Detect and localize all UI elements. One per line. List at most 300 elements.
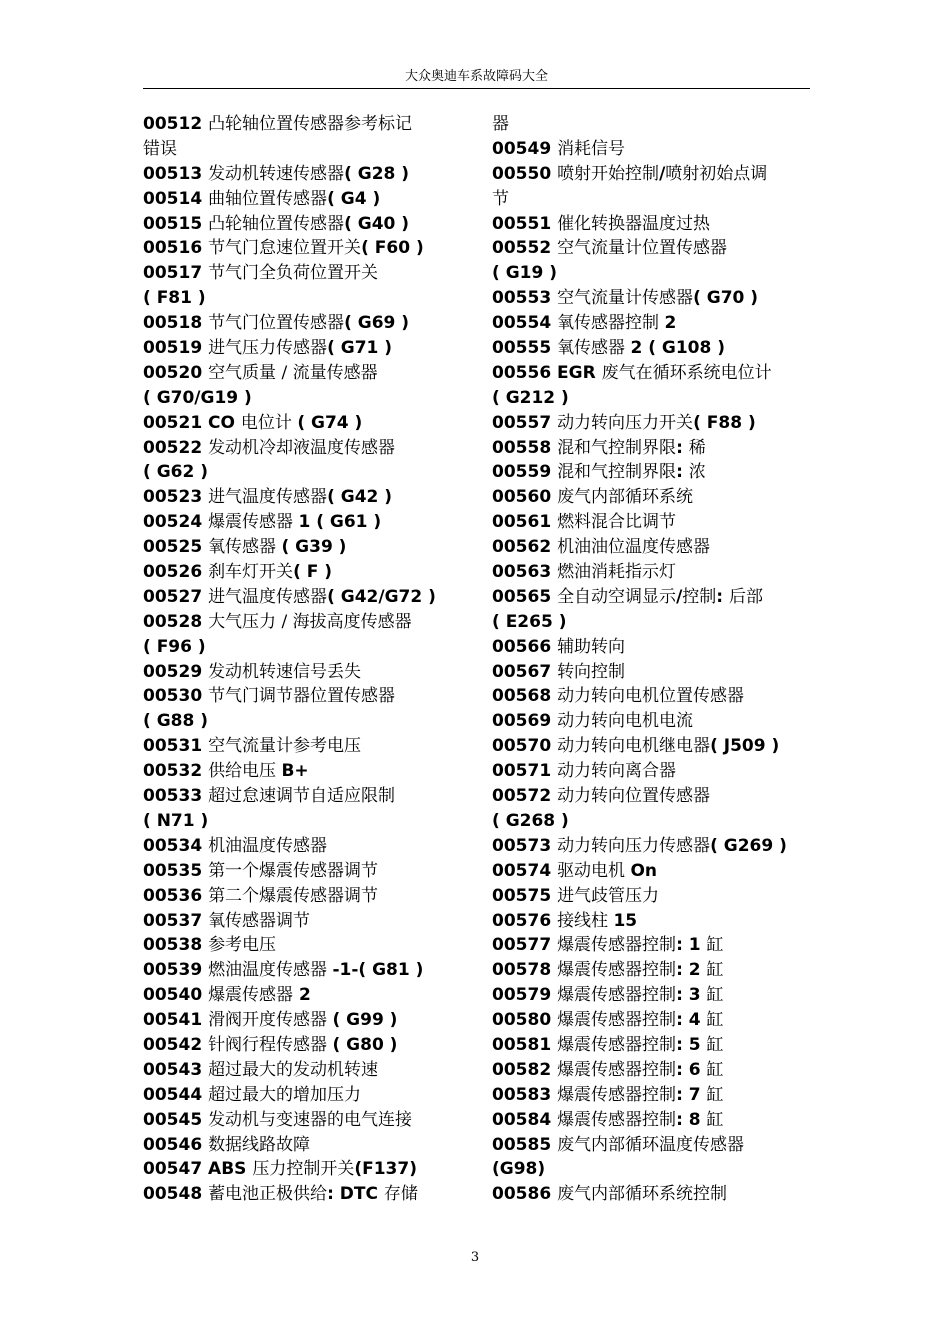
description-text: 缸 (706, 960, 724, 981)
code-text: ( F81 ) (143, 288, 206, 309)
code-text: 00561 (492, 512, 558, 533)
code-text: 00567 (492, 661, 558, 682)
description-text: 氧传感器控制 (557, 313, 665, 334)
code-text: 00578 (492, 960, 558, 981)
code-text: ( J509 ) (710, 736, 780, 757)
code-text: ( G80 ) (332, 1034, 398, 1055)
description-text: 参考电压 (208, 935, 277, 956)
description-text: 第二个爆震传感器调节 (208, 885, 379, 906)
code-text: ( G70 ) (693, 288, 759, 309)
code-text: ( G42 ) (327, 487, 393, 508)
fault-code-line (143, 933, 473, 958)
fault-code-line (143, 485, 473, 510)
fault-code-line (143, 684, 473, 709)
description-text: 空气流量计位置传感器 (557, 238, 728, 259)
code-text: (F137) (354, 1159, 417, 1180)
description-text: 节 (492, 188, 509, 209)
description-text: 后部 (729, 586, 763, 607)
description-text: 凸轮轴位置传感器参考标记 (208, 114, 413, 134)
code-text: 00559 (492, 462, 558, 483)
description-text: 转向控制 (557, 661, 626, 682)
code-text: 00551 (492, 213, 558, 234)
fault-code-line (492, 1083, 822, 1108)
description-text: 缸 (706, 1084, 724, 1105)
description-text: 缸 (706, 1109, 724, 1130)
description-text: 进气压力传感器 (208, 338, 328, 359)
code-text: 00537 (143, 910, 209, 931)
code-text: 00528 (143, 611, 209, 632)
description-text: 器 (492, 114, 509, 134)
code-text: 00512 (143, 114, 209, 134)
code-text: 00522 (143, 437, 209, 458)
code-text: 00565 (492, 586, 558, 607)
description-text: 空气流量计参考电压 (208, 736, 362, 757)
fault-code-line (143, 1182, 473, 1207)
description-text: 超过最大的发动机转速 (208, 1059, 379, 1080)
code-text: 00535 (143, 860, 209, 881)
fault-code-line (143, 361, 473, 386)
code-text: : 7 (676, 1084, 707, 1105)
page-number: 3 (470, 1250, 480, 1265)
code-text: 00571 (492, 761, 558, 782)
code-text: 1 ( G61 ) (298, 512, 382, 533)
description-text: 氧传感器 (557, 338, 631, 359)
code-text: 00586 (492, 1184, 558, 1205)
fault-code-line (143, 286, 473, 311)
code-text: 00529 (143, 661, 209, 682)
code-text: ( G88 ) (143, 711, 208, 732)
description-text: 存储 (383, 1184, 418, 1205)
code-text: 00519 (143, 338, 209, 359)
code-text: 00517 (143, 263, 209, 284)
description-text: 机油温度传感器 (208, 835, 328, 856)
code-text: 00570 (492, 736, 558, 757)
description-text: 催化转换器温度过热 (557, 213, 711, 234)
code-text: 00573 (492, 835, 558, 856)
description-text: 压力控制开关 (252, 1159, 355, 1180)
code-text: 00530 (143, 686, 209, 707)
fault-code-line (143, 884, 473, 909)
code-text: ( F ) (293, 562, 333, 583)
description-text: 爆震传感器 (208, 512, 299, 533)
description-text: 发动机与变速器的电气连接 (208, 1109, 413, 1130)
fault-code-line (492, 610, 822, 635)
fault-code-line (143, 709, 473, 734)
description-text: 氧传感器 (208, 537, 282, 558)
code-text: ( F96 ) (143, 636, 206, 657)
fault-code-line (143, 1083, 473, 1108)
fault-code-line (492, 1058, 822, 1083)
description-text: 氧传感器调节 (208, 910, 311, 931)
fault-code-line (492, 162, 822, 187)
description-text: 缸 (706, 1034, 724, 1055)
fault-code-line (143, 311, 473, 336)
code-text: : (716, 586, 729, 607)
code-text: 00541 (143, 1010, 209, 1031)
code-text: 00547 ABS (143, 1159, 253, 1180)
description-text: 节气门位置传感器 (208, 313, 345, 334)
code-text: : 5 (676, 1034, 707, 1055)
fault-code-line (143, 585, 473, 610)
fault-code-line (143, 411, 473, 436)
fault-code-line (492, 1008, 822, 1033)
description-text: 供给电压 (208, 761, 282, 782)
description-text: 滑阀开度传感器 (208, 1010, 333, 1031)
code-text: 00558 (492, 437, 558, 458)
description-text: 缸 (706, 1059, 724, 1080)
code-text: 00524 (143, 512, 209, 533)
description-text: 爆震传感器控制 (557, 1084, 677, 1105)
fault-code-line (492, 212, 822, 237)
description-text: 凸轮轴位置传感器 (208, 213, 345, 234)
header-rule (143, 88, 810, 89)
code-text: 00545 (143, 1109, 209, 1130)
fault-code-line (143, 460, 473, 485)
code-text: 00580 (492, 1010, 558, 1031)
fault-code-line (143, 560, 473, 585)
code-text: ( G62 ) (143, 462, 208, 483)
fault-code-line (143, 610, 473, 635)
description-text: 爆震传感器控制 (557, 960, 677, 981)
fault-code-line (492, 112, 822, 137)
code-text: 00574 (492, 860, 558, 881)
code-text: / (659, 163, 666, 184)
code-text: ( G268 ) (492, 810, 569, 831)
description-text: 第一个爆震传感器调节 (208, 860, 379, 881)
description-text: 发动机转速传感器 (208, 163, 345, 184)
code-text: 00560 (492, 487, 558, 508)
fault-code-line (492, 709, 822, 734)
fault-code-line (492, 411, 822, 436)
description-text: 废气内部循环系统 (557, 487, 694, 508)
code-text: ( G42/G72 ) (327, 586, 436, 607)
description-text: 空气流量计传感器 (557, 288, 694, 309)
fault-code-line (143, 261, 473, 286)
fault-code-line (492, 386, 822, 411)
description-text: 发动机转速信号丢失 (208, 661, 362, 682)
fault-code-line (143, 1058, 473, 1083)
code-text: ( G212 ) (492, 387, 569, 408)
code-text: ( G69 ) (344, 313, 410, 334)
fault-code-line (143, 834, 473, 859)
code-text: 00552 (492, 238, 558, 259)
code-text: 00550 (492, 163, 558, 184)
code-text: 00556 EGR (492, 362, 602, 383)
fault-code-line (143, 1108, 473, 1133)
code-text: ( G19 ) (492, 263, 557, 284)
code-text: 00540 (143, 985, 209, 1006)
description-text: 爆震传感器控制 (557, 935, 677, 956)
fault-code-line (143, 162, 473, 187)
fault-code-line (492, 485, 822, 510)
description-text: 超过最大的增加压力 (208, 1084, 362, 1105)
code-text: 00562 (492, 537, 558, 558)
description-text: 稀 (688, 437, 706, 458)
page-header: 大众奥迪车系故障码大全 (404, 69, 548, 84)
fault-code-line (492, 983, 822, 1008)
fault-code-line (143, 660, 473, 685)
description-text: 动力转向压力开关 (557, 412, 694, 433)
code-text: -1-( G81 ) (332, 960, 424, 981)
fault-code-line (492, 436, 822, 461)
description-text: 动力转向电机继电器 (557, 736, 711, 757)
description-text: 动力转向压力传感器 (557, 835, 711, 856)
code-text: 00536 (143, 885, 209, 906)
code-text: 2 (293, 985, 311, 1006)
description-text: 错误 (143, 138, 177, 159)
code-text: ( N71 ) (143, 810, 209, 831)
code-text: 00526 (143, 562, 209, 583)
description-text: 节气门调节器位置传感器 (208, 686, 396, 707)
description-text: 爆震传感器控制 (557, 985, 677, 1006)
fault-code-line (492, 809, 822, 834)
code-text: 00569 (492, 711, 558, 732)
fault-code-line (492, 137, 822, 162)
fault-code-line (143, 212, 473, 237)
description-text: 驱动电机 (557, 860, 631, 881)
code-text: 00579 (492, 985, 558, 1006)
code-text: 00568 (492, 686, 558, 707)
fault-code-line (143, 187, 473, 212)
description-text: 混和气控制界限 (557, 437, 677, 458)
code-text: : 4 (676, 1010, 707, 1031)
fault-code-line (492, 1108, 822, 1133)
code-text: 00582 (492, 1059, 558, 1080)
description-text: 动力转向离合器 (557, 761, 677, 782)
fault-code-line (143, 1133, 473, 1158)
code-text: ( G99 ) (332, 1010, 398, 1031)
code-text: ( G28 ) (344, 163, 410, 184)
fault-code-line (143, 386, 473, 411)
code-text: 00542 (143, 1034, 209, 1055)
description-text: 大气压力 / 海拔高度传感器 (208, 611, 412, 632)
code-text: 00520 (143, 362, 209, 383)
description-text: 进气温度传感器 (208, 487, 328, 508)
fault-code-line (143, 336, 473, 361)
description-text: 混和气控制界限 (557, 462, 677, 483)
description-text: 动力转向电机电流 (557, 711, 694, 732)
code-text: : (676, 437, 689, 458)
description-text: 燃油温度传感器 (208, 960, 333, 981)
description-text: 动力转向位置传感器 (557, 786, 711, 807)
code-text: ( G269 ) (710, 835, 787, 856)
description-text: 爆震传感器控制 (557, 1034, 677, 1055)
description-text: 蓄电池正极供给 (208, 1184, 328, 1205)
description-text: 爆震传感器控制 (557, 1010, 677, 1031)
fault-code-line (143, 909, 473, 934)
code-text: ( G70/G19 ) (143, 387, 252, 408)
code-text: 15 (613, 910, 638, 931)
description-text: 发动机冷却液温度传感器 (208, 437, 396, 458)
description-text: 针阀行程传感器 (208, 1034, 333, 1055)
code-text: 00515 (143, 213, 209, 234)
code-text: ( F88 ) (693, 412, 756, 433)
code-text: 00563 (492, 562, 558, 583)
code-text: 00539 (143, 960, 209, 981)
code-text: (G98) (492, 1159, 546, 1180)
description-text: 废气内部循环系统控制 (557, 1184, 728, 1205)
fault-code-line (143, 510, 473, 535)
fault-code-line (492, 311, 822, 336)
fault-code-line (492, 859, 822, 884)
code-text: On (630, 860, 658, 881)
fault-code-line (143, 1157, 473, 1182)
code-text: ( G74 ) (297, 412, 363, 433)
fault-code-line (143, 1033, 473, 1058)
fault-code-line (492, 460, 822, 485)
code-text: 00534 (143, 835, 209, 856)
code-text: 00543 (143, 1059, 209, 1080)
fault-code-line (143, 809, 473, 834)
code-text: 00523 (143, 487, 209, 508)
code-text: 00572 (492, 786, 558, 807)
fault-code-line (492, 635, 822, 660)
description-text: 进气温度传感器 (208, 586, 328, 607)
description-text: 数据线路故障 (208, 1134, 311, 1155)
fault-code-line (492, 560, 822, 585)
code-text: 00555 (492, 338, 558, 359)
description-text: 节气门全负荷位置开关 (208, 263, 379, 284)
description-text: 爆震传感器控制 (557, 1109, 677, 1130)
description-text: 辅助转向 (557, 636, 626, 657)
fault-code-line (492, 1033, 822, 1058)
code-text: 00532 (143, 761, 209, 782)
code-text: ( G39 ) (281, 537, 347, 558)
code-text: 00583 (492, 1084, 558, 1105)
fault-code-line (143, 137, 473, 162)
fault-code-line (492, 660, 822, 685)
code-text: 00557 (492, 412, 558, 433)
description-text: 控制 (682, 586, 717, 607)
code-text: ( G71 ) (327, 338, 393, 359)
fault-code-line (492, 1182, 822, 1207)
description-text: 爆震传感器控制 (557, 1059, 677, 1080)
description-text: 缸 (706, 935, 724, 956)
description-text: 接线柱 (557, 910, 614, 931)
description-text: 超过怠速调节自适应限制 (208, 786, 396, 807)
code-text: ( G4 ) (327, 188, 381, 209)
code-text: 00566 (492, 636, 558, 657)
fault-code-line (492, 187, 822, 212)
description-text: 全自动空调显示 (557, 586, 677, 607)
code-text: 00584 (492, 1109, 558, 1130)
code-text: 00585 (492, 1134, 558, 1155)
description-text: 缸 (706, 985, 724, 1006)
fault-code-line (492, 759, 822, 784)
description-text: 消耗信号 (557, 138, 626, 159)
description-text: 空气质量 / 流量传感器 (208, 362, 378, 383)
description-text: 爆震传感器 (208, 985, 294, 1006)
code-text: 00548 (143, 1184, 209, 1205)
code-text: 00525 (143, 537, 209, 558)
fault-code-line (492, 958, 822, 983)
description-text: 电位计 (240, 412, 298, 433)
description-text: 动力转向电机位置传感器 (557, 686, 745, 707)
code-text: 00516 (143, 238, 209, 259)
description-text: 缸 (706, 1010, 724, 1031)
code-text: / (676, 586, 683, 607)
fault-code-line (492, 1133, 822, 1158)
fault-code-line (143, 734, 473, 759)
code-text: : 1 (676, 935, 707, 956)
code-text: 00527 (143, 586, 209, 607)
fault-code-line (492, 884, 822, 909)
code-text: : DTC (327, 1184, 384, 1205)
code-text: : (676, 462, 689, 483)
code-text: 2 ( G108 ) (630, 338, 726, 359)
code-text: ( F60 ) (361, 238, 424, 259)
fault-code-line (492, 585, 822, 610)
code-text: 00513 (143, 163, 209, 184)
description-text: 废气内部循环温度传感器 (557, 1134, 745, 1155)
code-text: 00553 (492, 288, 558, 309)
fault-code-line (143, 859, 473, 884)
fault-code-line (492, 336, 822, 361)
fault-code-line (492, 734, 822, 759)
code-text: 00577 (492, 935, 558, 956)
description-text: 曲轴位置传感器 (208, 188, 328, 209)
code-text: ( G40 ) (344, 213, 410, 234)
code-text: 00554 (492, 313, 558, 334)
code-text: 2 (664, 313, 677, 334)
fault-code-line (492, 361, 822, 386)
fault-code-line (143, 759, 473, 784)
code-text: 00576 (492, 910, 558, 931)
code-text: : 6 (676, 1059, 707, 1080)
fault-code-line (492, 535, 822, 560)
code-text: 00538 (143, 935, 209, 956)
fault-code-line (143, 112, 473, 137)
code-text: 00549 (492, 138, 558, 159)
description-text: 进气歧管压力 (557, 885, 660, 906)
description-text: 节气门怠速位置开关 (208, 238, 362, 259)
description-text: 喷射初始点调 (665, 163, 768, 184)
description-text: 机油油位温度传感器 (557, 537, 711, 558)
fault-code-line (492, 834, 822, 859)
fault-code-line (492, 933, 822, 958)
code-text: : 8 (676, 1109, 707, 1130)
fault-code-line (492, 236, 822, 261)
code-text: B+ (281, 761, 309, 782)
fault-code-line (143, 1008, 473, 1033)
fault-code-line (492, 1157, 822, 1182)
code-text: ( E265 ) (492, 611, 567, 632)
description-text: 废气在循环系统电位计 (601, 362, 772, 383)
code-text: 00521 CO (143, 412, 241, 433)
fault-code-line (143, 983, 473, 1008)
fault-code-line (492, 286, 822, 311)
fault-code-line (143, 535, 473, 560)
fault-code-line (492, 261, 822, 286)
description-text: 燃油消耗指示灯 (557, 562, 677, 583)
description-text: 燃料混合比调节 (557, 512, 677, 533)
fault-code-line (143, 784, 473, 809)
description-text: 喷射开始控制 (557, 163, 660, 184)
code-text: 00518 (143, 313, 209, 334)
fault-code-line (492, 909, 822, 934)
fault-code-line (143, 958, 473, 983)
fault-code-line (492, 684, 822, 709)
code-text: 00575 (492, 885, 558, 906)
description-text: 浓 (688, 462, 706, 483)
code-text: 00546 (143, 1134, 209, 1155)
fault-code-line (492, 510, 822, 535)
fault-code-line (143, 635, 473, 660)
code-text: 00514 (143, 188, 209, 209)
description-text: 刹车灯开关 (208, 562, 294, 583)
right-column (492, 112, 822, 1207)
code-text: : 3 (676, 985, 707, 1006)
